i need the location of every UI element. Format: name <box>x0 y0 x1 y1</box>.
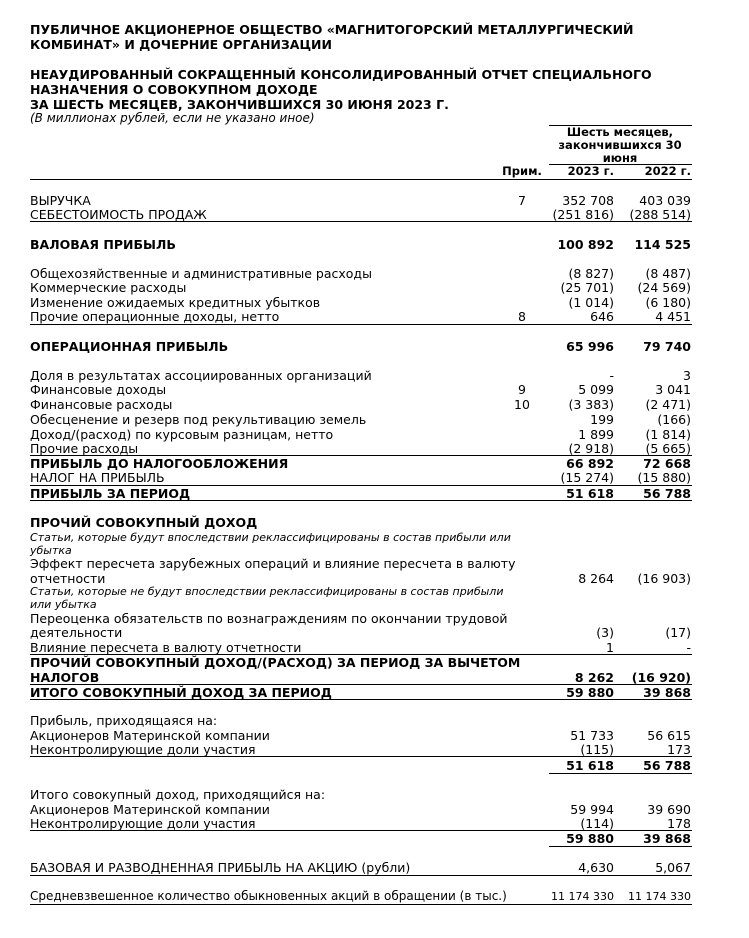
value-2023: 646 <box>590 309 614 324</box>
row-label: Доход/(расход) по курсовым разницам, нетто <box>30 427 334 442</box>
report-line-2: НАЗНАЧЕНИЯ О СОВОКУПНОМ ДОХОДЕ <box>30 82 318 97</box>
row-revenue <box>0 193 749 208</box>
rule <box>30 221 692 222</box>
row-tci-nci <box>0 816 749 831</box>
row-associates <box>0 368 749 383</box>
company-line-2: КОМБИНАТ» И ДОЧЕРНИЕ ОРГАНИЗАЦИИ <box>30 37 332 52</box>
row-label: Средневзвешенное количество обыкновенных акций в обращении (в тыс.) <box>30 889 507 903</box>
row-label: Коммерческие расходы <box>30 280 187 295</box>
value-2023: (2 918) <box>568 441 614 456</box>
value-2022: 39 868 <box>643 685 691 700</box>
row-oci-translation <box>0 556 749 571</box>
row-label: Доля в результатах ассоциированных организаций <box>30 368 372 383</box>
value-2023: 11 174 330 <box>551 890 614 903</box>
value-2022: 403 039 <box>639 193 691 208</box>
row-label: Неконтролирующие доли участия <box>30 742 256 757</box>
value-2023: - <box>609 368 614 383</box>
value-2022: (16 903) <box>637 571 691 586</box>
value-2022: (16 920) <box>631 670 691 685</box>
rule <box>549 773 692 774</box>
row-operating-profit <box>0 339 749 354</box>
row-label: Итого совокупный доход, приходящийся на: <box>30 787 326 802</box>
row-label: Акционеров Материнской компании <box>30 802 270 817</box>
row-label: ВАЛОВАЯ ПРИБЫЛЬ <box>30 237 176 252</box>
rule <box>30 500 692 501</box>
value-2022: 5,067 <box>655 860 691 875</box>
row-profit-before-tax <box>0 456 749 471</box>
value-2022: (2 471) <box>645 397 691 412</box>
value-2022: 3 <box>683 368 691 383</box>
value-2023: (251 816) <box>552 207 614 222</box>
row-label: Прибыль, приходящаяся на: <box>30 713 218 728</box>
value-2022: 79 740 <box>643 339 691 354</box>
row-label: Акционеров Материнской компании <box>30 728 270 743</box>
value-2023: 352 708 <box>562 193 614 208</box>
row-oci-total-cont <box>0 670 749 685</box>
value-2023: 8 264 <box>578 571 614 586</box>
row-label: убытка <box>30 544 72 557</box>
row-label: Обесценение и резерв под рекультивацию земель <box>30 412 367 427</box>
value-2022: 56 788 <box>643 758 691 773</box>
row-note: 7 <box>518 193 526 208</box>
value-2022: (8 487) <box>645 266 691 281</box>
value-2022: 3 041 <box>655 382 691 397</box>
row-profit-attributable <box>0 713 749 728</box>
value-2023: (8 827) <box>568 266 614 281</box>
value-2023: 199 <box>590 412 614 427</box>
value-2022: 178 <box>667 816 691 831</box>
row-oci-remeasurement <box>0 611 749 626</box>
rule <box>549 846 692 847</box>
value-2023: (25 701) <box>560 280 614 295</box>
value-2022: (17) <box>665 625 691 640</box>
row-label: НАЛОГОВ <box>30 670 100 685</box>
row-note: 9 <box>518 382 526 397</box>
value-2023: 66 892 <box>566 456 614 471</box>
value-2022: 11 174 330 <box>628 890 691 903</box>
row-eps <box>0 860 749 875</box>
row-note: 10 <box>514 397 530 412</box>
row-label: ИТОГО СОВОКУПНЫЙ ДОХОД ЗА ПЕРИОД <box>30 685 332 700</box>
report-line-1: НЕАУДИРОВАННЫЙ СОКРАЩЕННЫЙ КОНСОЛИДИРОВАННЫЙ ОТЧЕТ СПЕЦИАЛЬНОГО <box>30 67 652 82</box>
row-impairment <box>0 412 749 427</box>
row-label: Общехозяйственные и административные расходы <box>30 266 372 281</box>
row-tci-parent <box>0 802 749 817</box>
year-2022-header: 2022 г. <box>644 164 691 178</box>
row-label: БАЗОВАЯ И РАЗВОДНЕННАЯ ПРИБЫЛЬ НА АКЦИЮ (рубли) <box>30 860 411 875</box>
value-2023: 51 733 <box>570 728 614 743</box>
row-note: 8 <box>518 309 526 324</box>
row-profit-attr-total <box>0 758 749 773</box>
row-weighted-shares <box>0 889 749 904</box>
row-label: Эффект пересчета зарубежных операций и влияние пересчета в валюту <box>30 556 516 571</box>
rule <box>30 875 692 876</box>
row-other-expenses <box>0 441 749 456</box>
value-2022: 114 525 <box>634 237 691 252</box>
row-selling-expenses <box>0 280 749 295</box>
value-2023: 51 618 <box>566 758 614 773</box>
row-tci-attr-total <box>0 831 749 846</box>
row-tci-attributable <box>0 787 749 802</box>
row-label: деятельности <box>30 625 123 640</box>
value-2023: 1 <box>606 640 614 655</box>
rule <box>30 904 692 905</box>
value-2023: (3 383) <box>568 397 614 412</box>
row-label: Прочие расходы <box>30 441 139 456</box>
value-2022: (5 665) <box>645 441 691 456</box>
row-oci-total <box>0 655 749 670</box>
value-2022: 39 868 <box>643 831 691 846</box>
row-label: Неконтролирующие доли участия <box>30 816 256 831</box>
column-labels <box>0 164 749 179</box>
value-2022: 56 615 <box>647 728 691 743</box>
value-2022: 39 690 <box>647 802 691 817</box>
period-line-1: Шесть месяцев, <box>566 125 674 139</box>
row-label: ПРОЧИЙ СОВОКУПНЫЙ ДОХОД/(РАСХОД) ЗА ПЕРИОД ЗА ВЫЧЕТОМ <box>30 655 521 670</box>
value-2023: (3) <box>596 625 614 640</box>
units-note: (В миллионах рублей, если не указано иное) <box>30 111 315 125</box>
value-2022: (166) <box>657 412 691 427</box>
report-title <box>30 67 652 112</box>
row-label: ПРИБЫЛЬ ДО НАЛОГООБЛОЖЕНИЯ <box>30 456 289 471</box>
row-profit-for-period <box>0 486 749 501</box>
value-2023: 59 880 <box>566 685 614 700</box>
value-2023: 1 899 <box>578 427 614 442</box>
value-2023: 8 262 <box>574 670 614 685</box>
row-label: ПРОЧИЙ СОВОКУПНЫЙ ДОХОД <box>30 515 258 530</box>
row-oci-not-reclassified-heading-cont <box>0 597 749 612</box>
value-2023: (1 014) <box>568 295 614 310</box>
value-2022: (15 880) <box>637 470 691 485</box>
row-label: Влияние пересчета в валюту отчетности <box>30 640 302 655</box>
header-rule <box>30 179 692 180</box>
row-label: Статьи, которые не будут впоследствии реклассифицированы в состав прибыли <box>30 585 504 598</box>
value-2023: 5 099 <box>578 382 614 397</box>
row-label: НАЛОГ НА ПРИБЫЛЬ <box>30 470 165 485</box>
value-2022: 56 788 <box>643 486 691 501</box>
value-2023: 51 618 <box>566 486 614 501</box>
row-other-operating <box>0 309 749 324</box>
value-2023: 59 994 <box>570 802 614 817</box>
value-2023: (114) <box>580 816 614 831</box>
value-2023: 65 996 <box>566 339 614 354</box>
row-label: или убытка <box>30 598 97 611</box>
row-label: Изменение ожидаемых кредитных убытков <box>30 295 321 310</box>
row-label: Финансовые доходы <box>30 382 167 397</box>
row-oci-title <box>0 515 749 530</box>
value-2022: 72 668 <box>643 456 691 471</box>
row-gross-profit <box>0 237 749 252</box>
row-label: Финансовые расходы <box>30 397 173 412</box>
value-2022: (1 814) <box>645 427 691 442</box>
row-ga-expenses <box>0 266 749 281</box>
row-label: Прочие операционные доходы, нетто <box>30 309 280 324</box>
row-profit-parent <box>0 728 749 743</box>
period-line-3: июня <box>602 151 638 165</box>
note-column-header: Прим. <box>502 164 542 178</box>
row-total-comprehensive-income <box>0 685 749 700</box>
value-2023: (115) <box>580 742 614 757</box>
value-2023: 4,630 <box>578 860 614 875</box>
row-cogs <box>0 207 749 222</box>
rule <box>30 324 692 325</box>
company-name <box>30 22 634 52</box>
value-2022: (6 180) <box>645 295 691 310</box>
period-line-2: закончившихся 30 <box>558 138 682 152</box>
row-fx <box>0 427 749 442</box>
report-line-3: ЗА ШЕСТЬ МЕСЯЦЕВ, ЗАКОНЧИВШИХСЯ 30 ИЮНЯ 2023 Г. <box>30 97 449 112</box>
year-2023-header: 2023 г. <box>567 164 614 178</box>
row-oci-remeasurement-cont <box>0 625 749 640</box>
value-2022: 173 <box>667 742 691 757</box>
value-2022: - <box>686 640 691 655</box>
row-label: ПРИБЫЛЬ ЗА ПЕРИОД <box>30 486 191 501</box>
value-2023: (15 274) <box>560 470 614 485</box>
rule <box>30 756 692 757</box>
company-line-1: ПУБЛИЧНОЕ АКЦИОНЕРНОЕ ОБЩЕСТВО «МАГНИТОГОРСКИЙ МЕТАЛЛУРГИЧЕСКИЙ <box>30 22 634 37</box>
row-label: Переоценка обязательств по вознаграждениям по окончании трудовой <box>30 611 508 626</box>
row-label: ВЫРУЧКА <box>30 193 91 208</box>
value-2022: (24 569) <box>637 280 691 295</box>
row-finance-income <box>0 382 749 397</box>
row-finance-expenses <box>0 397 749 412</box>
period-header <box>549 126 691 165</box>
row-oci-presentation-currency <box>0 640 749 655</box>
value-2022: (288 514) <box>629 207 691 222</box>
row-profit-nci <box>0 742 749 757</box>
rule <box>30 699 692 700</box>
value-2023: 59 880 <box>566 831 614 846</box>
row-label: отчетности <box>30 571 106 586</box>
value-2023: 100 892 <box>557 237 614 252</box>
row-label: Статьи, которые будут впоследствии реклассифицированы в состав прибыли или <box>30 531 511 544</box>
row-ecl <box>0 295 749 310</box>
row-label: СЕБЕСТОИМОСТЬ ПРОДАЖ <box>30 207 207 222</box>
value-2022: 4 451 <box>655 309 691 324</box>
row-label: ОПЕРАЦИОННАЯ ПРИБЫЛЬ <box>30 339 229 354</box>
row-income-tax <box>0 470 749 485</box>
